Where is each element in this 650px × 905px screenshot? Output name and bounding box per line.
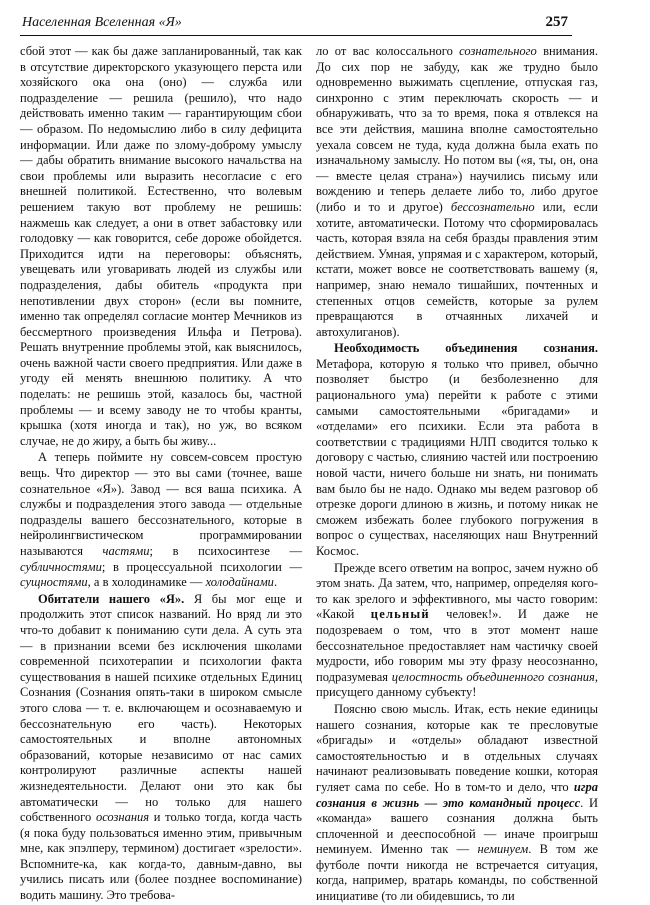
left-column [20,44,302,904]
text-run: , присущего данному субъекту! [316,669,598,700]
term-italic: холодайнами [205,575,274,590]
section-heading: Необходимость объединения сознания. [334,341,598,356]
text-run: . И «команда» вашего сознания должна быть сплоченной и дееспособной — иначе проигрыш неминуем. Именно так — [316,795,598,857]
paragraph [316,702,598,905]
text-run: Поясню свою мысль. Итак, есть некие единицы нашего сознания, которые как те пресловутые «бригады» и «отделы» обладают известной самостоятельностью и в отдельных случаях начинают реализовывать поведение кошки, которая гуляет сама по себе. Но в том-то и дело, что [316,701,598,794]
text-run: Прежде всего ответим на вопрос, зачем нужно об этом знать. Да затем, что, например, определяя кого-то как зрелого и эффективного, мы часто говорим: «Какой [316,560,598,622]
text-run: и только тогда, когда часть (я пока буду пользоваться именно этим, привычным мне, как эпэлперу, термином) достигает «зрелости». Вспомните-ка, как когда-то, давным-давно, вы учились писать или (более позднее воспоминание) водить машину. Это требова- [20,810,302,903]
paragraph [20,592,302,904]
paragraph [20,450,302,590]
text-run: . В том же футболе почти никогда не встречается ситуация, когда, например, вратарь команды, по собственной инициативе (то ли обидевшись, то ли [316,842,599,904]
text-run: Метафора, которую я только что привел, обычно позволяет быстро (и безболезненно для рационального ума) перейти к работе с этими самыми самостоятельными «бригадами» и «отделами» его психики. Если эта работа в соответствии с традициями НЛП сводится только к договору с частью, слиянию частей или построению новой части, ничего больше ни знать, ни понимать вам было бы не надо. Однако мы ведем разговор об отрезке дороги длиною в жизнь, и потому никак не сможем избежать более глубокого погружения в вопрос о существах, населяющих наш Внутренний Космос. [316,356,598,558]
text-run: . [273,575,278,590]
text-run: , а в холодинамике — [87,575,206,590]
text-run: А теперь поймите ну совсем-совсем простую вещь. Что директор — это вы сами (точнее, ваше сознательное «Я»). Завод — вся ваша психика. А службы и подразделения этого завода — отдельные подразделы вашего бессознательного, которые в нейролингвистическом программировании называются [20,450,302,558]
header-rule [20,35,572,36]
right-column [316,44,598,905]
text-run: Я бы мог еще и продолжить этот список названий. Но вряд ли это что-то добавит к пониманию сути дела. А суть эта — в признании всеми без исключения школами современной психотерапии и психологии факта существования в нашей психике отдельных Единиц Сознания (Сознания опять-таки в широком смысле этого слова — т. е. включающем и осознаваемую и бессознательную его часть). Некоторых самостоятельных и вполне автономных образований, которые независимо от нас самих контролируют различные аспекты нашей жизнедеятельности. Делают они это как бы автоматически — но только для нашего собственного [20,591,303,825]
paragraph [316,561,598,701]
text-run: человек!». И даже не подозреваем о том, что в этот момент наше бессознательное предоставляет нам частичку своей мудрости, ибо говорим мы эту фразу неосознанно, подразумевая [316,607,598,684]
text-run: ло от вас колоссального [316,44,460,58]
term-italic: частями [102,544,150,558]
term-italic: сознательного [459,44,537,58]
section-heading: Обитатели нашего «Я». [38,591,185,606]
bold-italic-emphasis: игра сознания в жизнь — это командный процесс [316,779,598,810]
page-number: 257 [545,14,568,30]
term-italic: бессознательно [450,199,535,214]
term-italic: сущностями [20,575,88,590]
text-run: ; в процессуальной психологии — [101,559,302,574]
text-run: внимания. До сих пор не забуду, как же трудно было одновременно выжимать сцепление, отпуская газ, синхронно с этим переключать скорость — и обнаруживать, что за то время, пока я отвлекся на все эти действия, машина вполне самостоятельно уехала совсем не туда, куда должна была ехать по изначальному замыслу. Но потом вы («я, ты, он, она — вместе целая страна») научились письму или вождению и теперь делаете либо то, либо другое (либо и то и другое) [316,44,598,214]
running-header-title: Населенная Вселенная «Я» [22,15,182,30]
paragraph [316,341,598,559]
text-run: или, если хотите, автоматически. Потому что сформировалась часть, которая взяла на себя бразды правления этим действием. Умная, упрямая и с характером, который, кстати, может вовсе не соответствовать вашему (я, например, знаю немало тишайших, почтенных и степенных отцов семейств, которые за рулем превращаются в отчаянных лихачей и автохулиганов). [316,199,598,339]
term-italic: неминуем [477,842,529,857]
term-italic: целостность объединенного сознания [391,669,595,684]
text-run: ; в психосинтезе — [149,544,303,558]
paragraph: сбой этот — как бы даже запланированный, так как в отсутствие директорского указующего перста или хозяйского ока она (оно) — служба или подразделение — решила (решило), что надо действовать именно таким — гарантирующим сбои — образом. По недомыслию либо в силу дефицита информации. Или даже по злому-доброму умыслу — дабы обратить внимание высокого начальства на свои проблемы или выразить несогласие с его внешней политикой. Естественно, что волевым решением такую вот проблему не решишь: нажмешь как следует, а они в ответ забастовку или голодовку — как говорится, себе дороже обойдется. Приходится идти на переговоры: объяснять, увещевать или уговаривать людей из службы или подразделения, дабы обитель «продукта при непотивлении двух сторон» (если вы помните, именно так определял согласие монтер Мечников из бессмертного произведения Ильфа и Петрова). Решать внутренние проблемы этой, как выяснилось, очень важной части своего предприятия. Или даже в угоду ей менять внешнюю политику. А что поделать: не решишь этой, казалось бы, частной проблемы — и всему заводу не то чтобы кранты, крышка (хотя иногда и так), но уж, во всяком случае, не до жиру, а быть бы живу... [20,44,302,448]
spaced-emphasis: цельный [370,607,430,622]
paragraph [316,44,598,340]
term-italic: осознания [95,810,150,825]
term-italic: субличностями [20,559,102,574]
